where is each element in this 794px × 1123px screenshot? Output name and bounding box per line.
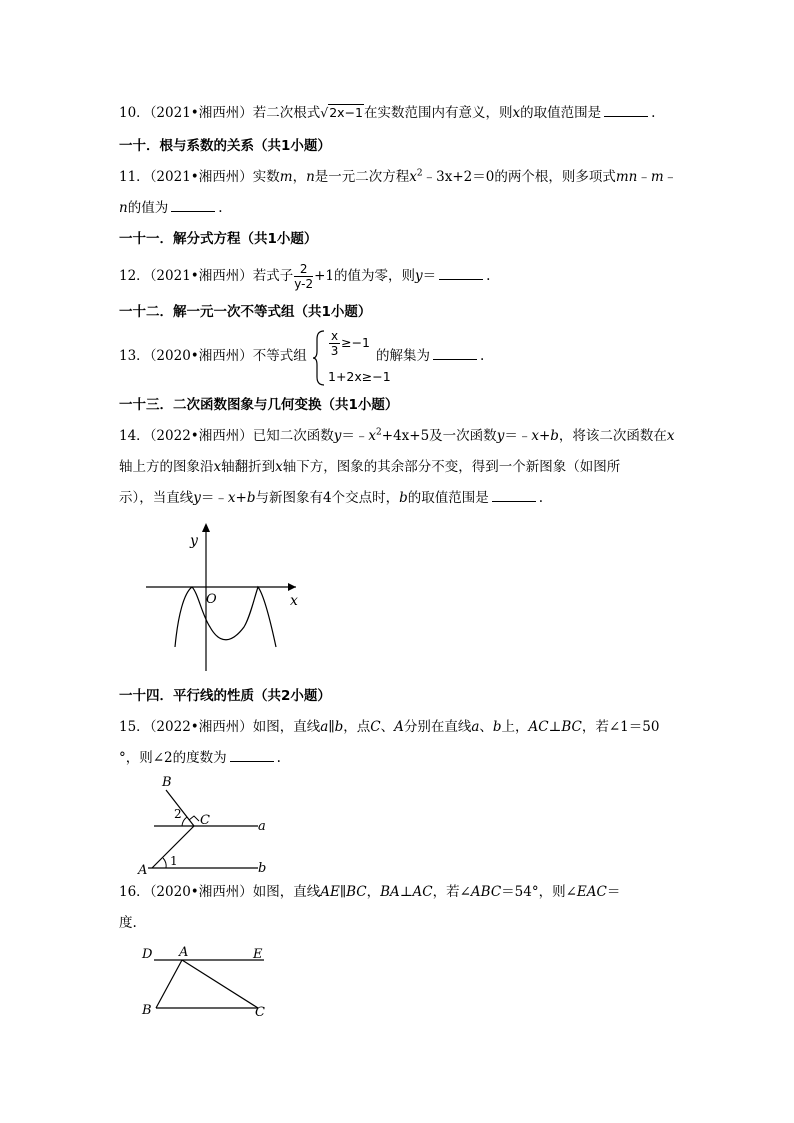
variable: x: [275, 459, 283, 475]
text: 上，: [501, 719, 529, 735]
question-source: （2020•湘西州）: [149, 348, 253, 364]
variable: y: [193, 490, 201, 506]
text: 若二次根式: [252, 105, 321, 121]
inequality-1: [328, 329, 370, 358]
text: 分别在直线: [403, 719, 472, 735]
variable: AE: [320, 884, 340, 900]
variable: x: [666, 428, 675, 444]
text: 实数: [252, 169, 280, 185]
text: 不等式组: [252, 348, 307, 364]
answer-blank: [604, 104, 648, 117]
fraction-numerator: 2: [294, 262, 313, 277]
variable: x: [531, 428, 539, 444]
question-number: 14．: [119, 428, 150, 444]
question-source: （2021•湘西州）: [149, 169, 253, 185]
question-number: 15．: [119, 719, 150, 735]
text: 轴下方，图象的其余部分不变，得到一个新图象（如图所: [282, 459, 621, 475]
parabola-figure: [140, 515, 310, 675]
question-13: [119, 347, 307, 365]
angle-1-arc: [163, 858, 166, 868]
axis-label-x: x: [290, 593, 298, 609]
text: 的取值范围是: [520, 105, 602, 121]
point-label-b: B: [162, 775, 172, 790]
question-16: [119, 883, 620, 901]
text: ＝: [606, 884, 621, 900]
variable: b: [334, 719, 344, 735]
exponent: 2: [376, 427, 382, 438]
text: ，若∠: [432, 884, 471, 900]
text: +: [538, 428, 551, 444]
variable: b: [550, 428, 559, 444]
text: 是一元二次方程: [314, 169, 410, 185]
fraction-denominator: y-2: [294, 277, 314, 291]
text: ﹣: [637, 169, 651, 185]
question-source: （2021•湘西州）: [149, 268, 253, 284]
text: .: [276, 750, 281, 766]
section-title: 一十三．二次函数图象与几何变换（共1小题）: [119, 397, 399, 413]
question-15-line-2: [119, 749, 281, 767]
text: .: [480, 348, 485, 364]
text: .: [486, 268, 491, 284]
variable: b: [492, 719, 502, 735]
variable: A: [394, 719, 404, 735]
variable: BA: [380, 884, 400, 900]
text: .: [218, 200, 223, 216]
text: .: [651, 105, 656, 121]
exponent: 2: [416, 168, 423, 179]
question-14-line-3: [119, 489, 543, 507]
text: 度.: [119, 915, 137, 931]
question-12: [119, 262, 490, 291]
text: ＝﹣: [341, 428, 369, 444]
angle-label-1: 1: [170, 854, 178, 868]
question-source: （2022•湘西州）: [149, 428, 253, 444]
text: ≥−1: [341, 335, 371, 350]
text: ，: [292, 169, 307, 185]
origin-label: O: [206, 592, 217, 607]
y-axis-arrow-icon: [202, 523, 210, 532]
point-label-a: A: [138, 863, 148, 878]
radicand: 2x−1: [329, 105, 364, 120]
question-source: （2020•湘西州）: [149, 884, 253, 900]
fraction: [294, 262, 313, 291]
point-label-d: D: [142, 947, 153, 962]
text: ，点: [343, 719, 371, 735]
question-number: 16．: [119, 884, 150, 900]
section-title: 一十二．解一元一次不等式组（共1小题）: [119, 304, 372, 320]
folded-parabola-curve: [175, 587, 276, 647]
text: ∥: [339, 884, 347, 900]
line-label-b: b: [258, 861, 267, 876]
section-title: 一十一．解分式方程（共1小题）: [119, 231, 318, 247]
point-label-c: C: [200, 813, 210, 828]
triangle-figure-16: [136, 940, 276, 1022]
line-label-a: a: [258, 819, 266, 834]
question-13-tail: [376, 347, 484, 365]
answer-blank: [230, 749, 274, 762]
question-14: [119, 427, 675, 445]
text: ∥: [328, 719, 335, 735]
question-15: [119, 718, 659, 736]
variable: a: [320, 719, 329, 735]
question-16-line-2: [119, 914, 137, 932]
text: 轴上方的图象沿: [119, 459, 214, 475]
answer-blank: [433, 347, 477, 360]
answer-blank: [439, 267, 483, 280]
variable: a: [471, 719, 480, 735]
segment-ab: [156, 960, 182, 1008]
variable: m: [650, 169, 664, 185]
point-label-b: B: [142, 1003, 152, 1018]
question-11-line-2: [119, 199, 223, 217]
variable: BC: [346, 884, 367, 900]
fraction-denominator: 3: [330, 344, 339, 358]
text: 示），当直线: [119, 490, 194, 506]
angle-2-arc: [182, 817, 187, 826]
text: ＝: [422, 268, 437, 284]
variable: x: [368, 428, 377, 444]
text: +1的值为零，则: [314, 268, 416, 284]
text: ＝﹣: [504, 428, 532, 444]
text: .: [538, 490, 544, 506]
question-11: [119, 168, 677, 186]
system-brace-icon: [312, 329, 326, 387]
variable: BC: [561, 719, 582, 735]
variable: b: [399, 490, 408, 506]
text: 如图，直线: [252, 719, 321, 735]
question-source: （2022•湘西州）: [149, 719, 253, 735]
variable: mn: [615, 169, 638, 185]
section-title: 一十四．平行线的性质（共2小题）: [119, 688, 331, 704]
x-axis-arrow-icon: [288, 583, 296, 591]
question-10: [119, 104, 655, 122]
variable: n: [119, 200, 128, 216]
inequality-2: 1+2x≥−1: [328, 369, 391, 384]
text: ⊥: [548, 719, 562, 735]
text: +4x+5及一次函数: [381, 428, 497, 444]
text: ﹣: [663, 169, 678, 185]
variable: y: [496, 428, 505, 444]
text: 若式子: [252, 268, 294, 284]
fraction-numerator: x: [331, 329, 339, 343]
question-source: （2021•湘西州）: [149, 105, 253, 121]
text: ⊥: [399, 884, 413, 900]
text: +: [235, 490, 247, 506]
question-number: 13．: [119, 348, 150, 364]
variable: m: [279, 169, 293, 185]
text: ，若∠1＝50: [581, 719, 660, 735]
text: 如图，直线: [252, 884, 321, 900]
fraction: [329, 329, 340, 358]
question-number: 11．: [119, 169, 150, 185]
text: °，则∠2的度数为: [119, 750, 227, 766]
variable: x: [213, 459, 222, 475]
variable: y: [415, 268, 423, 284]
text: 的值为: [127, 200, 169, 216]
text: ﹣3x+2＝0: [422, 169, 495, 185]
point-label-e: E: [253, 947, 263, 962]
variable: ABC: [470, 884, 502, 900]
text: ，: [366, 884, 381, 900]
point-label-c: C: [255, 1005, 265, 1020]
answer-blank: [492, 489, 536, 502]
variable: x: [409, 169, 417, 185]
angle-label-2: 2: [174, 807, 182, 821]
variable: AC: [528, 719, 549, 735]
answer-blank: [171, 199, 215, 212]
axis-label-y: y: [190, 533, 198, 549]
text: 、: [380, 719, 395, 735]
right-angle-mark: [189, 816, 199, 821]
text: 在实数范围内有意义，则: [364, 105, 513, 121]
variable: EAC: [576, 884, 607, 900]
text: ＝﹣: [200, 490, 228, 506]
text: ，将该二次函数在: [558, 428, 667, 444]
question-number: 12．: [119, 268, 150, 284]
text: 的解集为: [376, 348, 430, 364]
text: 的取值范围是: [407, 490, 489, 506]
text: ＝54°，则∠: [501, 884, 577, 900]
question-number: 10．: [119, 105, 150, 121]
text: 与新图象有4个交点时，: [255, 490, 400, 506]
segment-ac: [182, 960, 258, 1008]
text: 、: [479, 719, 493, 735]
variable: C: [370, 719, 381, 735]
text: 的两个根，则多项式: [494, 169, 616, 185]
variable: n: [306, 169, 315, 185]
sqrt-expression: √2x−1: [320, 105, 364, 120]
variable: b: [246, 490, 256, 506]
variable: x: [227, 490, 236, 506]
variable: AC: [412, 884, 433, 900]
point-label-a: A: [179, 945, 189, 960]
text: 轴翻折到: [221, 459, 276, 475]
section-title: 一十．根与系数的关系（共1小题）: [119, 138, 331, 154]
text: 已知二次函数: [252, 428, 334, 444]
variable: y: [333, 428, 342, 444]
parallel-lines-figure-15: [130, 770, 280, 880]
question-14-line-2: [119, 458, 620, 476]
variable: x: [512, 105, 521, 121]
